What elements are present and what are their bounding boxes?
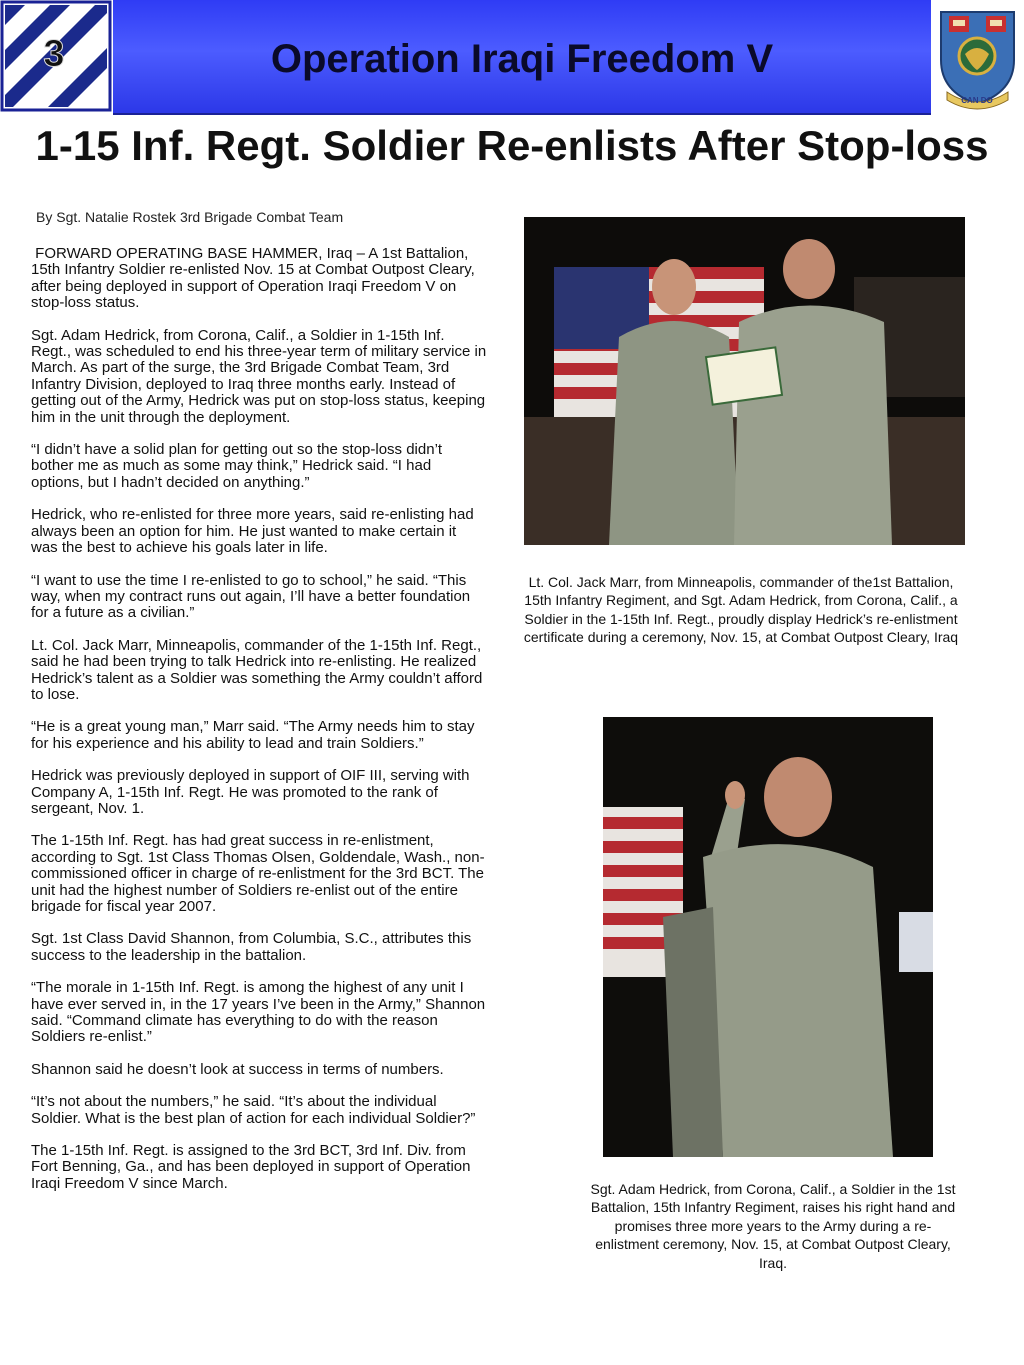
article-paragraph: The 1-15th Inf. Regt. has had great success in re-enlistment, according to Sgt. 1st Class Thomas Olsen, Goldendale, Wash., non-commissioned officer in charge of re-enlistment for the 3rd BCT. The unit had the highest number of Soldiers re-enlist out of the entire brigade for fiscal year 2007. — [31, 832, 485, 915]
3rd-infantry-division-patch-icon — [0, 0, 113, 113]
article-paragraph: “He is a great young man,” Marr said. “The Army needs him to stay for his experience and his ability to lead and train Soldiers.” — [31, 718, 475, 752]
svg-text:CAN DO: CAN DO — [961, 96, 993, 105]
oath-of-enlistment-photo — [603, 717, 933, 1157]
division-patch-logo — [0, 0, 115, 113]
article-paragraph: Hedrick, who re-enlisted for three more years, said re-enlisting had always been an option for him. He just wanted to make certain it was the best to achieve his goals later in life. — [31, 506, 474, 557]
article-body — [31, 246, 487, 1208]
article-paragraph: FORWARD OPERATING BASE HAMMER, Iraq – A 1st Battalion, 15th Infantry Soldier re-enlisted Nov. 15 at Combat Outpost Cleary, after being deployed in support of Operation Iraqi Freedom V on stop-loss status. — [31, 245, 479, 312]
svg-text:3: 3 — [43, 33, 65, 75]
article-paragraph: Lt. Col. Jack Marr, Minneapolis, commander of the 1-15th Inf. Regt., said he had been trying to talk Hedrick into re-enlisting. He realized Hedrick’s talent as a Soldier was something the Army couldn’t afford to lose. — [31, 636, 483, 703]
article-paragraph: “I want to use the time I re-enlisted to go to school,” he said. “This way, when my contract runs out again, I’ll have a better foundation for a future as a civilian.” — [31, 571, 471, 622]
article-paragraph: Sgt. Adam Hedrick, from Corona, Calif., a Soldier in 1-15th Inf. Regt., was scheduled to end his three-year term of military service in March. As part of the surge, the 3rd Brigade Combat Team, 3rd Infantry Division, deployed to Iraq three months early. Instead of getting out of the Army, Hedrick was put on stop-loss status, keeping him in the unit through the deployment. — [31, 326, 487, 426]
article-paragraph: “The morale in 1-15th Inf. Regt. is among the highest of any unit I have ever served in, in the 17 years I’ve been in the Army,” Shannon said. “Command climate has everything to do with the reason Soldiers re-enlist.” — [31, 979, 486, 1046]
article-paragraph: “It’s not about the numbers,” he said. “It’s about the individual Soldier. What is the best plan of action for each individual Soldier?” — [31, 1093, 476, 1127]
article-paragraph: Shannon said he doesn’t look at success in terms of numbers. — [31, 1060, 444, 1078]
regimental-crest-logo — [931, 0, 1024, 113]
photo-caption: Lt. Col. Jack Marr, from Minneapolis, commander of the1st Battalion, 15th Infantry Regiment, and Sgt. Adam Hedrick, from Corona, Calif., a Soldier in the 1-15th Inf. Regt., proudly display Hedrick’s re-enlistment certificate during a ceremony, Nov. 15, at Combat Outpost Cleary, Iraq — [523, 574, 959, 646]
article-paragraph: Sgt. 1st Class David Shannon, from Columbia, S.C., attributes this success to the leadership in the battalion. — [31, 930, 472, 964]
reenlistment-certificate-photo — [524, 217, 965, 545]
article-byline: By Sgt. Natalie Rostek 3rd Brigade Combat Team — [36, 209, 344, 225]
article-paragraph: “I didn’t have a solid plan for getting out so the stop-loss didn’t bother me as much as some may think,” Hedrick said. “I had options, but I hadn’t decided on anything.” — [31, 441, 443, 491]
header-banner — [0, 0, 1024, 115]
banner-title: Operation Iraqi Freedom V — [270, 37, 774, 81]
can-do-regimental-crest-icon — [931, 0, 1024, 113]
article-headline: 1-15 Inf. Regt. Soldier Re-enlists After Stop-loss — [35, 122, 989, 169]
article-paragraph: Hedrick was previously deployed in support of OIF III, serving with Company A, 1-15th Inf. Regt. He was promoted to the rank of sergeant, Nov. 1. — [31, 767, 470, 817]
photo-caption: Sgt. Adam Hedrick, from Corona, Calif., a Soldier in the 1st Battalion, 15th Infantry Regiment, raises his right hand and promises three more years to the Army during a re-enlistment ceremony, Nov. 15, at Combat Outpost Cleary, Iraq. — [590, 1181, 956, 1271]
article-paragraph: The 1-15th Inf. Regt. is assigned to the 3rd BCT, 3rd Inf. Div. from Fort Benning, Ga., and has been deployed in support of Operation Iraqi Freedom V since March. — [31, 1142, 471, 1192]
